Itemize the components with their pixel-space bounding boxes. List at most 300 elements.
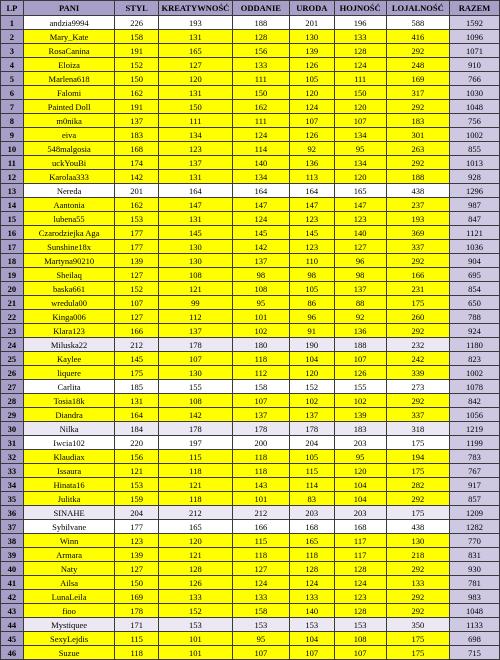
cell-uroda[interactable]: 190 bbox=[289, 338, 334, 352]
table-row[interactable] bbox=[1, 296, 500, 310]
cell-hojnosc[interactable]: 128 bbox=[334, 604, 386, 618]
cell-oddanie[interactable]: 108 bbox=[232, 282, 289, 296]
cell-hojnosc[interactable]: 153 bbox=[334, 618, 386, 632]
cell-styl[interactable]: 166 bbox=[115, 324, 159, 338]
cell-oddanie[interactable]: 147 bbox=[232, 198, 289, 212]
cell-lp[interactable]: 33 bbox=[1, 464, 24, 478]
cell-lojalnosc[interactable]: 292 bbox=[386, 604, 449, 618]
cell-oddanie[interactable]: 143 bbox=[232, 478, 289, 492]
cell-uroda[interactable]: 178 bbox=[289, 422, 334, 436]
cell-razem[interactable]: 987 bbox=[450, 198, 500, 212]
cell-lp[interactable]: 39 bbox=[1, 548, 24, 562]
table-row[interactable] bbox=[1, 380, 500, 394]
cell-uroda[interactable]: 105 bbox=[289, 72, 334, 86]
cell-kreatywnosc[interactable]: 165 bbox=[158, 520, 232, 534]
cell-styl[interactable]: 123 bbox=[115, 534, 159, 548]
table-row[interactable] bbox=[1, 506, 500, 520]
cell-oddanie[interactable]: 101 bbox=[232, 310, 289, 324]
cell-hojnosc[interactable]: 95 bbox=[334, 450, 386, 464]
cell-name[interactable]: Sybilvane bbox=[23, 520, 114, 534]
cell-razem[interactable]: 847 bbox=[450, 212, 500, 226]
cell-lojalnosc[interactable]: 175 bbox=[386, 296, 449, 310]
cell-kreatywnosc[interactable]: 115 bbox=[158, 450, 232, 464]
cell-lp[interactable]: 5 bbox=[1, 72, 24, 86]
table-row[interactable] bbox=[1, 142, 500, 156]
cell-lojalnosc[interactable]: 232 bbox=[386, 338, 449, 352]
cell-lp[interactable]: 43 bbox=[1, 604, 24, 618]
cell-styl[interactable]: 171 bbox=[115, 618, 159, 632]
cell-razem[interactable]: 1071 bbox=[450, 44, 500, 58]
cell-hojnosc[interactable]: 98 bbox=[334, 268, 386, 282]
cell-kreatywnosc[interactable]: 118 bbox=[158, 492, 232, 506]
table-row[interactable] bbox=[1, 590, 500, 604]
cell-lp[interactable]: 42 bbox=[1, 590, 24, 604]
cell-kreatywnosc[interactable]: 178 bbox=[158, 338, 232, 352]
cell-lp[interactable]: 13 bbox=[1, 184, 24, 198]
cell-name[interactable]: andzia9994 bbox=[23, 16, 114, 30]
cell-oddanie[interactable]: 212 bbox=[232, 506, 289, 520]
cell-kreatywnosc[interactable]: 120 bbox=[158, 534, 232, 548]
header-styl[interactable]: STYL bbox=[115, 1, 159, 16]
cell-lp[interactable]: 44 bbox=[1, 618, 24, 632]
cell-razem[interactable]: 924 bbox=[450, 324, 500, 338]
cell-lojalnosc[interactable]: 301 bbox=[386, 128, 449, 142]
cell-uroda[interactable]: 164 bbox=[289, 184, 334, 198]
cell-lojalnosc[interactable]: 292 bbox=[386, 156, 449, 170]
cell-razem[interactable]: 770 bbox=[450, 534, 500, 548]
cell-razem[interactable]: 1219 bbox=[450, 422, 500, 436]
cell-hojnosc[interactable]: 140 bbox=[334, 226, 386, 240]
cell-lojalnosc[interactable]: 183 bbox=[386, 114, 449, 128]
cell-lp[interactable]: 26 bbox=[1, 366, 24, 380]
cell-lojalnosc[interactable]: 438 bbox=[386, 520, 449, 534]
cell-razem[interactable]: 910 bbox=[450, 58, 500, 72]
cell-styl[interactable]: 169 bbox=[115, 590, 159, 604]
cell-lojalnosc[interactable]: 337 bbox=[386, 240, 449, 254]
cell-oddanie[interactable]: 166 bbox=[232, 520, 289, 534]
cell-styl[interactable]: 183 bbox=[115, 128, 159, 142]
cell-kreatywnosc[interactable]: 150 bbox=[158, 100, 232, 114]
cell-styl[interactable]: 220 bbox=[115, 436, 159, 450]
cell-oddanie[interactable]: 133 bbox=[232, 58, 289, 72]
cell-uroda[interactable]: 126 bbox=[289, 58, 334, 72]
cell-name[interactable]: Mary_Kate bbox=[23, 30, 114, 44]
cell-kreatywnosc[interactable]: 178 bbox=[158, 422, 232, 436]
table-row[interactable] bbox=[1, 576, 500, 590]
cell-kreatywnosc[interactable]: 123 bbox=[158, 142, 232, 156]
cell-hojnosc[interactable]: 123 bbox=[334, 212, 386, 226]
cell-oddanie[interactable]: 112 bbox=[232, 366, 289, 380]
cell-styl[interactable]: 164 bbox=[115, 408, 159, 422]
cell-uroda[interactable]: 118 bbox=[289, 548, 334, 562]
cell-razem[interactable]: 695 bbox=[450, 268, 500, 282]
cell-razem[interactable]: 857 bbox=[450, 492, 500, 506]
cell-lojalnosc[interactable]: 175 bbox=[386, 506, 449, 520]
cell-razem[interactable]: 1592 bbox=[450, 16, 500, 30]
cell-styl[interactable]: 127 bbox=[115, 268, 159, 282]
cell-hojnosc[interactable]: 107 bbox=[334, 352, 386, 366]
cell-uroda[interactable]: 124 bbox=[289, 100, 334, 114]
cell-kreatywnosc[interactable]: 145 bbox=[158, 226, 232, 240]
cell-kreatywnosc[interactable]: 197 bbox=[158, 436, 232, 450]
cell-lojalnosc[interactable]: 292 bbox=[386, 100, 449, 114]
cell-oddanie[interactable]: 111 bbox=[232, 72, 289, 86]
cell-lp[interactable]: 20 bbox=[1, 282, 24, 296]
cell-styl[interactable]: 162 bbox=[115, 198, 159, 212]
table-row[interactable] bbox=[1, 100, 500, 114]
cell-lp[interactable]: 11 bbox=[1, 156, 24, 170]
cell-oddanie[interactable]: 150 bbox=[232, 86, 289, 100]
cell-razem[interactable]: 1036 bbox=[450, 240, 500, 254]
cell-kreatywnosc[interactable]: 130 bbox=[158, 254, 232, 268]
cell-uroda[interactable]: 137 bbox=[289, 408, 334, 422]
cell-razem[interactable]: 767 bbox=[450, 464, 500, 478]
table-row[interactable] bbox=[1, 170, 500, 184]
cell-styl[interactable]: 159 bbox=[115, 492, 159, 506]
cell-lojalnosc[interactable]: 292 bbox=[386, 324, 449, 338]
cell-lp[interactable]: 10 bbox=[1, 142, 24, 156]
cell-uroda[interactable]: 204 bbox=[289, 436, 334, 450]
cell-kreatywnosc[interactable]: 131 bbox=[158, 30, 232, 44]
cell-lp[interactable]: 27 bbox=[1, 380, 24, 394]
table-row[interactable] bbox=[1, 86, 500, 100]
cell-uroda[interactable]: 126 bbox=[289, 128, 334, 142]
cell-oddanie[interactable]: 102 bbox=[232, 324, 289, 338]
cell-razem[interactable]: 854 bbox=[450, 282, 500, 296]
cell-hojnosc[interactable]: 107 bbox=[334, 646, 386, 660]
cell-oddanie[interactable]: 164 bbox=[232, 184, 289, 198]
cell-kreatywnosc[interactable]: 147 bbox=[158, 198, 232, 212]
cell-uroda[interactable]: 147 bbox=[289, 198, 334, 212]
cell-razem[interactable]: 1013 bbox=[450, 156, 500, 170]
cell-hojnosc[interactable]: 120 bbox=[334, 170, 386, 184]
cell-uroda[interactable]: 203 bbox=[289, 506, 334, 520]
cell-lp[interactable]: 2 bbox=[1, 30, 24, 44]
table-row[interactable] bbox=[1, 198, 500, 212]
cell-uroda[interactable]: 98 bbox=[289, 268, 334, 282]
cell-lp[interactable]: 8 bbox=[1, 114, 24, 128]
cell-styl[interactable]: 201 bbox=[115, 184, 159, 198]
cell-kreatywnosc[interactable]: 121 bbox=[158, 548, 232, 562]
cell-lp[interactable]: 31 bbox=[1, 436, 24, 450]
cell-razem[interactable]: 823 bbox=[450, 352, 500, 366]
cell-lojalnosc[interactable]: 317 bbox=[386, 86, 449, 100]
cell-hojnosc[interactable]: 137 bbox=[334, 282, 386, 296]
cell-uroda[interactable]: 86 bbox=[289, 296, 334, 310]
cell-oddanie[interactable]: 114 bbox=[232, 142, 289, 156]
cell-styl[interactable]: 174 bbox=[115, 156, 159, 170]
cell-hojnosc[interactable]: 134 bbox=[334, 156, 386, 170]
table-row[interactable] bbox=[1, 478, 500, 492]
cell-name[interactable]: Klaudiax bbox=[23, 450, 114, 464]
table-row[interactable] bbox=[1, 548, 500, 562]
table-row[interactable] bbox=[1, 338, 500, 352]
table-row[interactable] bbox=[1, 128, 500, 142]
cell-styl[interactable]: 212 bbox=[115, 338, 159, 352]
cell-lojalnosc[interactable]: 231 bbox=[386, 282, 449, 296]
table-row[interactable] bbox=[1, 72, 500, 86]
table-row[interactable] bbox=[1, 632, 500, 646]
cell-oddanie[interactable]: 127 bbox=[232, 562, 289, 576]
cell-lojalnosc[interactable]: 175 bbox=[386, 464, 449, 478]
cell-lojalnosc[interactable]: 339 bbox=[386, 366, 449, 380]
cell-styl[interactable]: 185 bbox=[115, 380, 159, 394]
cell-uroda[interactable]: 123 bbox=[289, 212, 334, 226]
cell-styl[interactable]: 184 bbox=[115, 422, 159, 436]
cell-uroda[interactable]: 105 bbox=[289, 450, 334, 464]
cell-name[interactable]: Eloiza bbox=[23, 58, 114, 72]
cell-name[interactable]: Carlita bbox=[23, 380, 114, 394]
table-row[interactable] bbox=[1, 268, 500, 282]
cell-razem[interactable]: 855 bbox=[450, 142, 500, 156]
cell-oddanie[interactable]: 180 bbox=[232, 338, 289, 352]
cell-kreatywnosc[interactable]: 101 bbox=[158, 632, 232, 646]
cell-kreatywnosc[interactable]: 153 bbox=[158, 618, 232, 632]
cell-name[interactable]: liquere bbox=[23, 366, 114, 380]
header-uroda[interactable]: URODA bbox=[289, 1, 334, 16]
cell-lp[interactable]: 22 bbox=[1, 310, 24, 324]
cell-kreatywnosc[interactable]: 121 bbox=[158, 478, 232, 492]
table-row[interactable] bbox=[1, 226, 500, 240]
cell-lp[interactable]: 16 bbox=[1, 226, 24, 240]
cell-lp[interactable]: 1 bbox=[1, 16, 24, 30]
cell-styl[interactable]: 139 bbox=[115, 254, 159, 268]
cell-uroda[interactable]: 113 bbox=[289, 170, 334, 184]
cell-lojalnosc[interactable]: 194 bbox=[386, 450, 449, 464]
cell-lp[interactable]: 6 bbox=[1, 86, 24, 100]
cell-razem[interactable]: 1180 bbox=[450, 338, 500, 352]
cell-lojalnosc[interactable]: 369 bbox=[386, 226, 449, 240]
table-row[interactable] bbox=[1, 240, 500, 254]
cell-kreatywnosc[interactable]: 127 bbox=[158, 58, 232, 72]
cell-oddanie[interactable]: 118 bbox=[232, 464, 289, 478]
cell-oddanie[interactable]: 98 bbox=[232, 268, 289, 282]
cell-kreatywnosc[interactable]: 107 bbox=[158, 352, 232, 366]
cell-lojalnosc[interactable]: 292 bbox=[386, 590, 449, 604]
cell-razem[interactable]: 1282 bbox=[450, 520, 500, 534]
table-row[interactable] bbox=[1, 534, 500, 548]
cell-lojalnosc[interactable]: 273 bbox=[386, 380, 449, 394]
cell-hojnosc[interactable]: 108 bbox=[334, 632, 386, 646]
cell-razem[interactable]: 904 bbox=[450, 254, 500, 268]
cell-name[interactable]: Kaylee bbox=[23, 352, 114, 366]
cell-oddanie[interactable]: 134 bbox=[232, 170, 289, 184]
cell-lp[interactable]: 30 bbox=[1, 422, 24, 436]
cell-hojnosc[interactable]: 102 bbox=[334, 394, 386, 408]
cell-styl[interactable]: 115 bbox=[115, 632, 159, 646]
table-row[interactable] bbox=[1, 450, 500, 464]
cell-razem[interactable]: 1002 bbox=[450, 366, 500, 380]
cell-razem[interactable]: 983 bbox=[450, 590, 500, 604]
cell-hojnosc[interactable]: 126 bbox=[334, 366, 386, 380]
cell-razem[interactable]: 928 bbox=[450, 170, 500, 184]
cell-kreatywnosc[interactable]: 165 bbox=[158, 44, 232, 58]
cell-name[interactable]: Mystiquee bbox=[23, 618, 114, 632]
cell-hojnosc[interactable]: 107 bbox=[334, 114, 386, 128]
cell-lp[interactable]: 36 bbox=[1, 506, 24, 520]
header-oddanie[interactable]: ODDANIE bbox=[232, 1, 289, 16]
cell-hojnosc[interactable]: 127 bbox=[334, 240, 386, 254]
cell-razem[interactable]: 842 bbox=[450, 394, 500, 408]
cell-hojnosc[interactable]: 111 bbox=[334, 72, 386, 86]
cell-name[interactable]: uckYouBi bbox=[23, 156, 114, 170]
cell-styl[interactable]: 191 bbox=[115, 44, 159, 58]
cell-lojalnosc[interactable]: 292 bbox=[386, 492, 449, 506]
cell-uroda[interactable]: 96 bbox=[289, 310, 334, 324]
cell-lp[interactable]: 32 bbox=[1, 450, 24, 464]
cell-kreatywnosc[interactable]: 142 bbox=[158, 408, 232, 422]
cell-name[interactable]: fioo bbox=[23, 604, 114, 618]
cell-name[interactable]: Suzue bbox=[23, 646, 114, 660]
cell-hojnosc[interactable]: 147 bbox=[334, 198, 386, 212]
table-row[interactable] bbox=[1, 618, 500, 632]
cell-kreatywnosc[interactable]: 126 bbox=[158, 576, 232, 590]
cell-oddanie[interactable]: 124 bbox=[232, 576, 289, 590]
cell-lp[interactable]: 14 bbox=[1, 198, 24, 212]
table-row[interactable] bbox=[1, 254, 500, 268]
cell-hojnosc[interactable]: 124 bbox=[334, 58, 386, 72]
cell-lojalnosc[interactable]: 282 bbox=[386, 478, 449, 492]
cell-lojalnosc[interactable]: 292 bbox=[386, 44, 449, 58]
cell-name[interactable]: Iwcia102 bbox=[23, 436, 114, 450]
cell-oddanie[interactable]: 137 bbox=[232, 408, 289, 422]
cell-styl[interactable]: 118 bbox=[115, 646, 159, 660]
cell-styl[interactable]: 175 bbox=[115, 366, 159, 380]
cell-name[interactable]: RosaCanina bbox=[23, 44, 114, 58]
cell-razem[interactable]: 766 bbox=[450, 72, 500, 86]
table-row[interactable] bbox=[1, 520, 500, 534]
cell-razem[interactable]: 1209 bbox=[450, 506, 500, 520]
cell-oddanie[interactable]: 128 bbox=[232, 30, 289, 44]
cell-razem[interactable]: 1199 bbox=[450, 436, 500, 450]
cell-styl[interactable]: 156 bbox=[115, 450, 159, 464]
cell-uroda[interactable]: 107 bbox=[289, 646, 334, 660]
cell-lojalnosc[interactable]: 263 bbox=[386, 142, 449, 156]
cell-uroda[interactable]: 168 bbox=[289, 520, 334, 534]
cell-styl[interactable]: 177 bbox=[115, 240, 159, 254]
table-row[interactable] bbox=[1, 436, 500, 450]
cell-uroda[interactable]: 102 bbox=[289, 394, 334, 408]
cell-hojnosc[interactable]: 104 bbox=[334, 492, 386, 506]
table-row[interactable] bbox=[1, 422, 500, 436]
cell-razem[interactable]: 715 bbox=[450, 646, 500, 660]
cell-lojalnosc[interactable]: 133 bbox=[386, 576, 449, 590]
cell-styl[interactable]: 107 bbox=[115, 296, 159, 310]
header-hojnosc[interactable]: HOJNOŚĆ bbox=[334, 1, 386, 16]
cell-hojnosc[interactable]: 139 bbox=[334, 408, 386, 422]
table-row[interactable] bbox=[1, 352, 500, 366]
cell-name[interactable]: Sheilaq bbox=[23, 268, 114, 282]
table-row[interactable] bbox=[1, 366, 500, 380]
cell-styl[interactable]: 127 bbox=[115, 310, 159, 324]
cell-lp[interactable]: 41 bbox=[1, 576, 24, 590]
cell-styl[interactable]: 137 bbox=[115, 114, 159, 128]
cell-hojnosc[interactable]: 117 bbox=[334, 534, 386, 548]
cell-hojnosc[interactable]: 196 bbox=[334, 16, 386, 30]
cell-uroda[interactable]: 115 bbox=[289, 464, 334, 478]
cell-lp[interactable]: 23 bbox=[1, 324, 24, 338]
cell-oddanie[interactable]: 95 bbox=[232, 632, 289, 646]
cell-hojnosc[interactable]: 88 bbox=[334, 296, 386, 310]
cell-hojnosc[interactable]: 165 bbox=[334, 184, 386, 198]
cell-name[interactable]: Kinga006 bbox=[23, 310, 114, 324]
cell-name[interactable]: Nereda bbox=[23, 184, 114, 198]
cell-lojalnosc[interactable]: 175 bbox=[386, 436, 449, 450]
cell-razem[interactable]: 1030 bbox=[450, 86, 500, 100]
cell-razem[interactable]: 698 bbox=[450, 632, 500, 646]
cell-styl[interactable]: 139 bbox=[115, 548, 159, 562]
cell-oddanie[interactable]: 111 bbox=[232, 114, 289, 128]
cell-name[interactable]: Czarodziejka Aga bbox=[23, 226, 114, 240]
cell-name[interactable]: SINAHE bbox=[23, 506, 114, 520]
cell-hojnosc[interactable]: 128 bbox=[334, 44, 386, 58]
cell-lp[interactable]: 17 bbox=[1, 240, 24, 254]
cell-styl[interactable]: 204 bbox=[115, 506, 159, 520]
cell-uroda[interactable]: 133 bbox=[289, 590, 334, 604]
cell-uroda[interactable]: 136 bbox=[289, 156, 334, 170]
cell-name[interactable]: Aantonia bbox=[23, 198, 114, 212]
cell-uroda[interactable]: 145 bbox=[289, 226, 334, 240]
cell-lp[interactable]: 12 bbox=[1, 170, 24, 184]
cell-styl[interactable]: 226 bbox=[115, 16, 159, 30]
header-kreatywnosc[interactable]: KREATYWNOŚĆ bbox=[158, 1, 232, 16]
header-razem[interactable]: RAZEM bbox=[450, 1, 500, 16]
cell-styl[interactable]: 177 bbox=[115, 520, 159, 534]
cell-lp[interactable]: 34 bbox=[1, 478, 24, 492]
table-row[interactable] bbox=[1, 58, 500, 72]
cell-hojnosc[interactable]: 168 bbox=[334, 520, 386, 534]
cell-razem[interactable]: 1048 bbox=[450, 100, 500, 114]
table-row[interactable] bbox=[1, 114, 500, 128]
cell-hojnosc[interactable]: 95 bbox=[334, 142, 386, 156]
cell-kreatywnosc[interactable]: 152 bbox=[158, 604, 232, 618]
cell-uroda[interactable]: 201 bbox=[289, 16, 334, 30]
cell-lp[interactable]: 37 bbox=[1, 520, 24, 534]
cell-styl[interactable]: 131 bbox=[115, 394, 159, 408]
cell-kreatywnosc[interactable]: 137 bbox=[158, 156, 232, 170]
cell-uroda[interactable]: 120 bbox=[289, 366, 334, 380]
cell-lp[interactable]: 45 bbox=[1, 632, 24, 646]
cell-uroda[interactable]: 165 bbox=[289, 534, 334, 548]
cell-lojalnosc[interactable]: 588 bbox=[386, 16, 449, 30]
cell-razem[interactable]: 1056 bbox=[450, 408, 500, 422]
cell-lojalnosc[interactable]: 175 bbox=[386, 632, 449, 646]
cell-name[interactable]: Nilka bbox=[23, 422, 114, 436]
cell-uroda[interactable]: 105 bbox=[289, 282, 334, 296]
cell-uroda[interactable]: 83 bbox=[289, 492, 334, 506]
cell-kreatywnosc[interactable]: 120 bbox=[158, 72, 232, 86]
cell-styl[interactable]: 152 bbox=[115, 58, 159, 72]
cell-name[interactable]: SexyLejdis bbox=[23, 632, 114, 646]
cell-styl[interactable]: 162 bbox=[115, 86, 159, 100]
cell-kreatywnosc[interactable]: 111 bbox=[158, 114, 232, 128]
cell-styl[interactable]: 121 bbox=[115, 464, 159, 478]
cell-lojalnosc[interactable]: 248 bbox=[386, 58, 449, 72]
table-row[interactable] bbox=[1, 184, 500, 198]
cell-lojalnosc[interactable]: 260 bbox=[386, 310, 449, 324]
cell-hojnosc[interactable]: 136 bbox=[334, 324, 386, 338]
cell-oddanie[interactable]: 107 bbox=[232, 394, 289, 408]
cell-lojalnosc[interactable]: 175 bbox=[386, 646, 449, 660]
cell-hojnosc[interactable]: 183 bbox=[334, 422, 386, 436]
cell-razem[interactable]: 1096 bbox=[450, 30, 500, 44]
cell-name[interactable]: Martyna90210 bbox=[23, 254, 114, 268]
cell-oddanie[interactable]: 137 bbox=[232, 254, 289, 268]
cell-hojnosc[interactable]: 123 bbox=[334, 590, 386, 604]
cell-hojnosc[interactable]: 92 bbox=[334, 310, 386, 324]
cell-oddanie[interactable]: 133 bbox=[232, 590, 289, 604]
cell-uroda[interactable]: 128 bbox=[289, 562, 334, 576]
